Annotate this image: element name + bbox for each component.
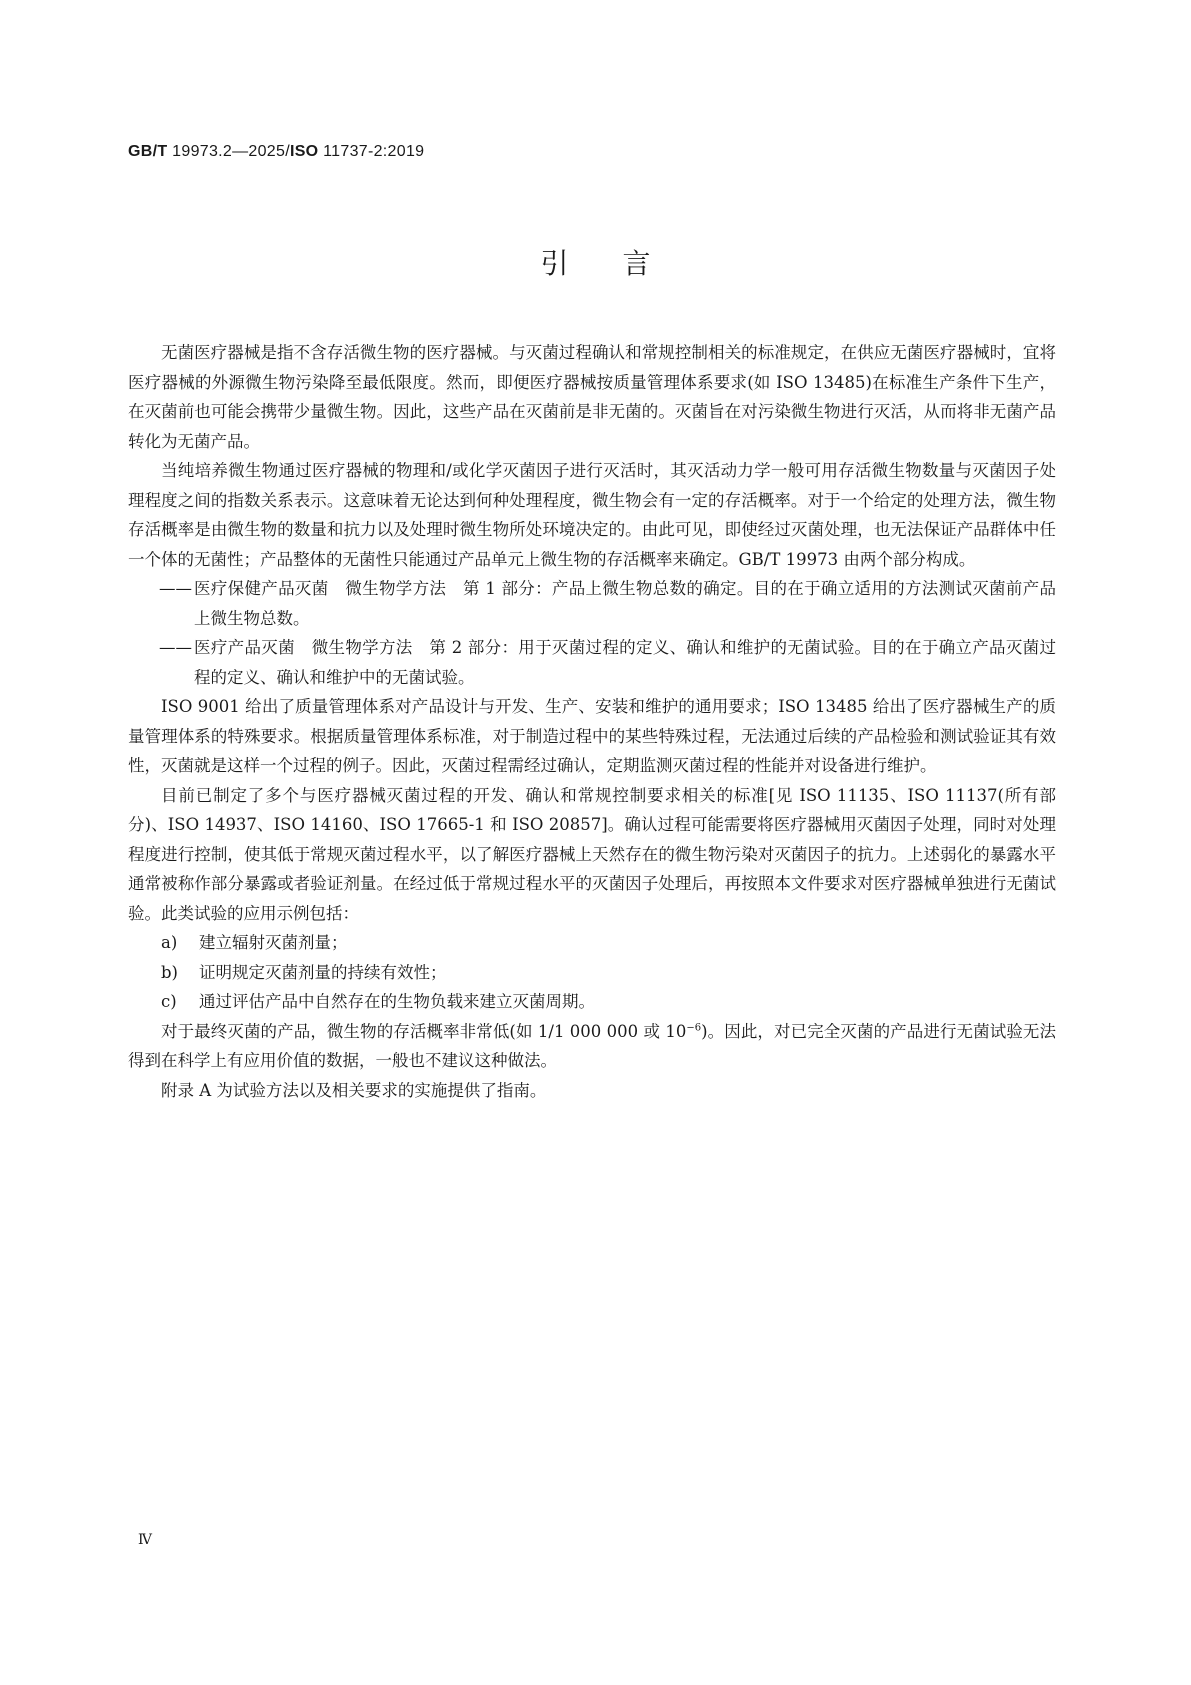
paragraph-3: ISO 9001 给出了质量管理体系对产品设计与开发、生产、安装和维护的通用要求；ISO 13485 给出了医疗器械生产的质量管理体系的特殊要求。根据质量管理体系标准，对于制造过程中的某些特殊过程，无法通过后续的产品检验和测试验证其有效性，灭菌就是这样一个过程的例子。因此，灭菌过程需经过确认，定期监测灭菌过程的性能并对设备进行维护。 (128, 697, 1056, 775)
page-number: Ⅳ (138, 1532, 152, 1548)
dash-marker: —— (159, 638, 192, 657)
iso-prefix: ISO (289, 143, 319, 160)
exponent: −6 (686, 1022, 702, 1033)
list-item-b (128, 958, 1056, 988)
list-item-text: 通过评估产品中自然存在的生物负载来建立灭菌周期。 (199, 992, 595, 1011)
list-item-text: 建立辐射灭菌剂量； (199, 933, 348, 952)
paragraph-1: 无菌医疗器械是指不含存活微生物的医疗器械。与灭菌过程确认和常规控制相关的标准规定，在供应无菌医疗器械时，宜将医疗器械的外源微生物污染降至最低限度。然而，即便医疗器械按质量管理体系要求(如 ISO 13485)在标准生产条件下生产，在灭菌前也可能会携带少量微生物。因此，这些产品在灭菌前是非无菌的。灭菌旨在对污染微生物进行灭活，从而将非无菌产品转化为无菌产品。 (128, 343, 1056, 451)
body-text (128, 338, 1056, 1105)
list-marker: b) (161, 962, 178, 982)
dash-marker: —— (159, 579, 192, 598)
list-item-text: 证明规定灭菌剂量的持续有效性； (199, 962, 447, 982)
paragraph-5-start: 对于最终灭菌的产品，微生物的存活概率非常低(如 1/1 000 000 或 10 (161, 1021, 687, 1041)
list-item-part-2 (128, 633, 1056, 692)
list-item-c (128, 987, 1056, 1017)
std-prefix: GB/T (128, 143, 168, 160)
list-marker: a) (161, 933, 178, 952)
list-item-text: 医疗保健产品灭菌 微生物学方法 第 1 部分：产品上微生物总数的确定。目的在于确立适用的方法测试灭菌前产品上微生物总数。 (194, 579, 1056, 628)
standard-header (128, 143, 424, 161)
std-number: 19973.2—2025/ (172, 143, 290, 160)
iso-number: 11737-2:2019 (323, 143, 425, 160)
section-title: 引言 (540, 247, 705, 280)
list-item-text: 医疗产品灭菌 微生物学方法 第 2 部分：用于灭菌过程的定义、确认和维护的无菌试验。目的在于确立产品灭菌过程的定义、确认和维护中的无菌试验。 (194, 638, 1056, 687)
list-item-part-1 (128, 574, 1056, 633)
list-item-a (128, 928, 1056, 958)
paragraph-6: 附录 A 为试验方法以及相关要求的实施提供了指南。 (161, 1080, 547, 1100)
paragraph-5-end: )。因此，对已完全灭菌的产品进行无菌试验无法得到在科学上有应用价值的数据，一般也不建议这种做法。 (128, 1021, 1056, 1070)
paragraph-5 (128, 1017, 1056, 1076)
list-marker: c) (161, 992, 177, 1011)
paragraph-2: 当纯培养微生物通过医疗器械的物理和/或化学灭菌因子进行灭活时，其灭活动力学一般可用存活微生物数量与灭菌因子处理程度之间的指数关系表示。这意味着无论达到何种处理程度，微生物会有一定的存活概率。对于一个给定的处理方法，微生物存活概率是由微生物的数量和抗力以及处理时微生物所处环境决定的。由此可见，即使经过灭菌处理，也无法保证产品群体中任一个体的无菌性；产品整体的无菌性只能通过产品单元上微生物的存活概率来确定。GB/T 19973 由两个部分构成。 (128, 461, 1056, 569)
paragraph-4: 目前已制定了多个与医疗器械灭菌过程的开发、确认和常规控制要求相关的标准[见 ISO 11135、ISO 11137(所有部分)、ISO 14937、ISO 14160、ISO 17665-1 和 ISO 20857]。确认过程可能需要将医疗器械用灭菌因子处理，同时对处理程度进行控制，使其低于常规灭菌过程水平，以了解医疗器械上天然存在的微生物污染对灭菌因子的抗力。上述弱化的暴露水平通常被称作部分暴露或者验证剂量。在经过低于常规过程水平的灭菌因子处理后，再按照本文件要求对医疗器械单独进行无菌试验。此类试验的应用示例包括： (128, 785, 1056, 923)
